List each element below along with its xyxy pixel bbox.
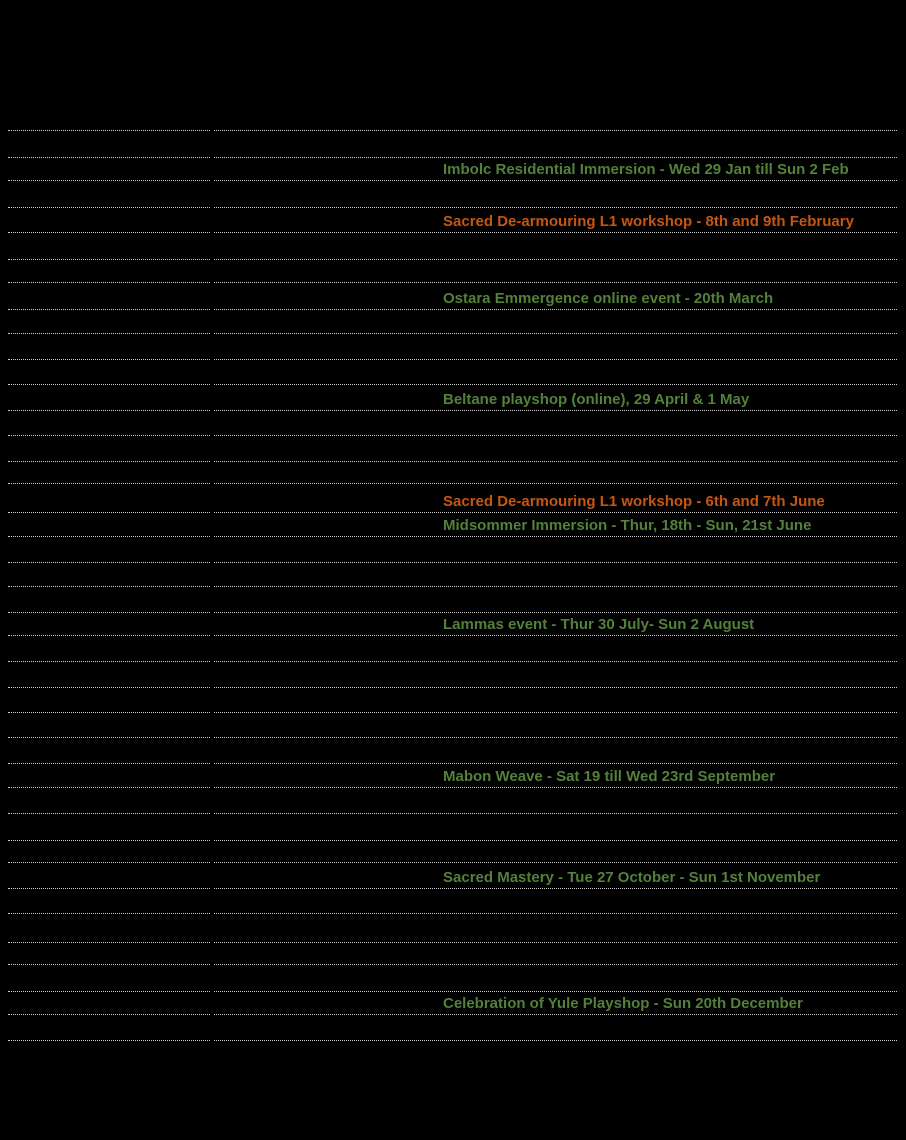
table-row xyxy=(8,713,897,738)
date-cell xyxy=(8,1015,210,1041)
date-cell xyxy=(8,537,210,563)
date-cell xyxy=(8,738,210,764)
event-cell xyxy=(214,208,897,233)
date-cell xyxy=(8,208,210,233)
table-row xyxy=(8,233,897,260)
table-row xyxy=(8,484,897,513)
table-row xyxy=(8,436,897,462)
date-cell xyxy=(8,863,210,889)
table-row xyxy=(8,462,897,484)
event-link[interactable]: Midsommer Immersion - Thur, 18th - Sun, 21st June xyxy=(443,517,812,534)
table-row xyxy=(8,181,897,208)
event-cell xyxy=(214,513,897,537)
table-row xyxy=(8,131,897,158)
date-cell xyxy=(8,636,210,662)
date-cell xyxy=(8,688,210,713)
table-row xyxy=(8,613,897,636)
header-space xyxy=(0,0,906,105)
table-row xyxy=(8,158,897,181)
date-cell xyxy=(8,965,210,992)
date-cell xyxy=(8,814,210,841)
table-row xyxy=(8,841,897,863)
date-cell xyxy=(8,841,210,863)
event-cell xyxy=(214,764,897,788)
event-cell xyxy=(214,738,897,764)
table-row xyxy=(8,688,897,713)
date-cell xyxy=(8,260,210,283)
event-cell xyxy=(214,587,897,613)
event-link[interactable]: Sacred De-armouring L1 workshop - 8th and 9th February xyxy=(443,213,854,230)
table-row xyxy=(8,814,897,841)
date-cell xyxy=(8,914,210,943)
date-cell xyxy=(8,334,210,360)
event-link[interactable]: Celebration of Yule Playshop - Sun 20th December xyxy=(443,995,803,1012)
event-cell xyxy=(214,462,897,484)
table-row xyxy=(8,513,897,537)
table-row xyxy=(8,563,897,587)
table-row xyxy=(8,411,897,436)
date-cell xyxy=(8,563,210,587)
event-cell xyxy=(214,613,897,636)
event-cell xyxy=(214,914,897,943)
table-row xyxy=(8,537,897,563)
date-cell xyxy=(8,462,210,484)
event-cell xyxy=(214,841,897,863)
event-cell xyxy=(214,713,897,738)
table-row xyxy=(8,310,897,334)
table-row xyxy=(8,587,897,613)
table-row xyxy=(8,992,897,1015)
table-row xyxy=(8,334,897,360)
table-row xyxy=(8,889,897,914)
table-row xyxy=(8,105,897,131)
event-link[interactable]: Lammas event - Thur 30 July- Sun 2 August xyxy=(443,616,755,633)
table-row xyxy=(8,385,897,411)
table-row xyxy=(8,943,897,965)
event-cell xyxy=(214,158,897,181)
date-cell xyxy=(8,360,210,385)
event-link[interactable]: Imbolc Residential Immersion - Wed 29 Jan till Sun 2 Feb xyxy=(443,161,849,178)
date-cell xyxy=(8,613,210,636)
date-cell xyxy=(8,587,210,613)
table-row xyxy=(8,788,897,814)
table-row xyxy=(8,965,897,992)
event-cell xyxy=(214,688,897,713)
event-cell xyxy=(214,484,897,513)
table-row xyxy=(8,764,897,788)
table-row xyxy=(8,863,897,889)
date-cell xyxy=(8,411,210,436)
event-cell xyxy=(214,1015,897,1041)
event-link[interactable]: Mabon Weave - Sat 19 till Wed 23rd September xyxy=(443,768,776,785)
date-cell xyxy=(8,436,210,462)
event-cell xyxy=(214,360,897,385)
event-cell xyxy=(214,863,897,889)
date-cell xyxy=(8,158,210,181)
events-table xyxy=(8,105,897,1041)
table-row xyxy=(8,1015,897,1041)
event-cell xyxy=(214,788,897,814)
date-cell xyxy=(8,105,210,131)
event-cell xyxy=(214,965,897,992)
date-cell xyxy=(8,181,210,208)
event-cell xyxy=(214,105,897,131)
event-cell xyxy=(214,992,897,1015)
table-row xyxy=(8,283,897,310)
date-cell xyxy=(8,385,210,411)
date-cell xyxy=(8,484,210,513)
date-cell xyxy=(8,131,210,158)
table-row xyxy=(8,260,897,283)
event-cell xyxy=(214,436,897,462)
event-cell xyxy=(214,537,897,563)
event-link[interactable]: Beltane playshop (online), 29 April & 1 May xyxy=(443,391,750,408)
event-cell xyxy=(214,943,897,965)
event-cell xyxy=(214,131,897,158)
date-cell xyxy=(8,764,210,788)
event-cell xyxy=(214,181,897,208)
event-cell xyxy=(214,563,897,587)
date-cell xyxy=(8,788,210,814)
event-cell xyxy=(214,889,897,914)
date-cell xyxy=(8,233,210,260)
event-cell xyxy=(214,233,897,260)
event-cell xyxy=(214,814,897,841)
table-row xyxy=(8,636,897,662)
date-cell xyxy=(8,943,210,965)
date-cell xyxy=(8,662,210,688)
event-cell xyxy=(214,283,897,310)
table-row xyxy=(8,662,897,688)
date-cell xyxy=(8,713,210,738)
table-row xyxy=(8,914,897,943)
event-link[interactable]: Ostara Emmergence online event - 20th March xyxy=(443,290,774,307)
date-cell xyxy=(8,310,210,334)
date-cell xyxy=(8,283,210,310)
date-cell xyxy=(8,513,210,537)
event-cell xyxy=(214,662,897,688)
date-cell xyxy=(8,992,210,1015)
table-row xyxy=(8,738,897,764)
event-cell xyxy=(214,411,897,436)
event-link[interactable]: Sacred Mastery - Tue 27 October - Sun 1st November xyxy=(443,869,821,886)
event-link[interactable]: Sacred De-armouring L1 workshop - 6th and 7th June xyxy=(443,493,825,510)
event-cell xyxy=(214,260,897,283)
event-cell xyxy=(214,334,897,360)
event-cell xyxy=(214,636,897,662)
table-row xyxy=(8,360,897,385)
table-row xyxy=(8,208,897,233)
event-cell xyxy=(214,310,897,334)
date-cell xyxy=(8,889,210,914)
event-cell xyxy=(214,385,897,411)
